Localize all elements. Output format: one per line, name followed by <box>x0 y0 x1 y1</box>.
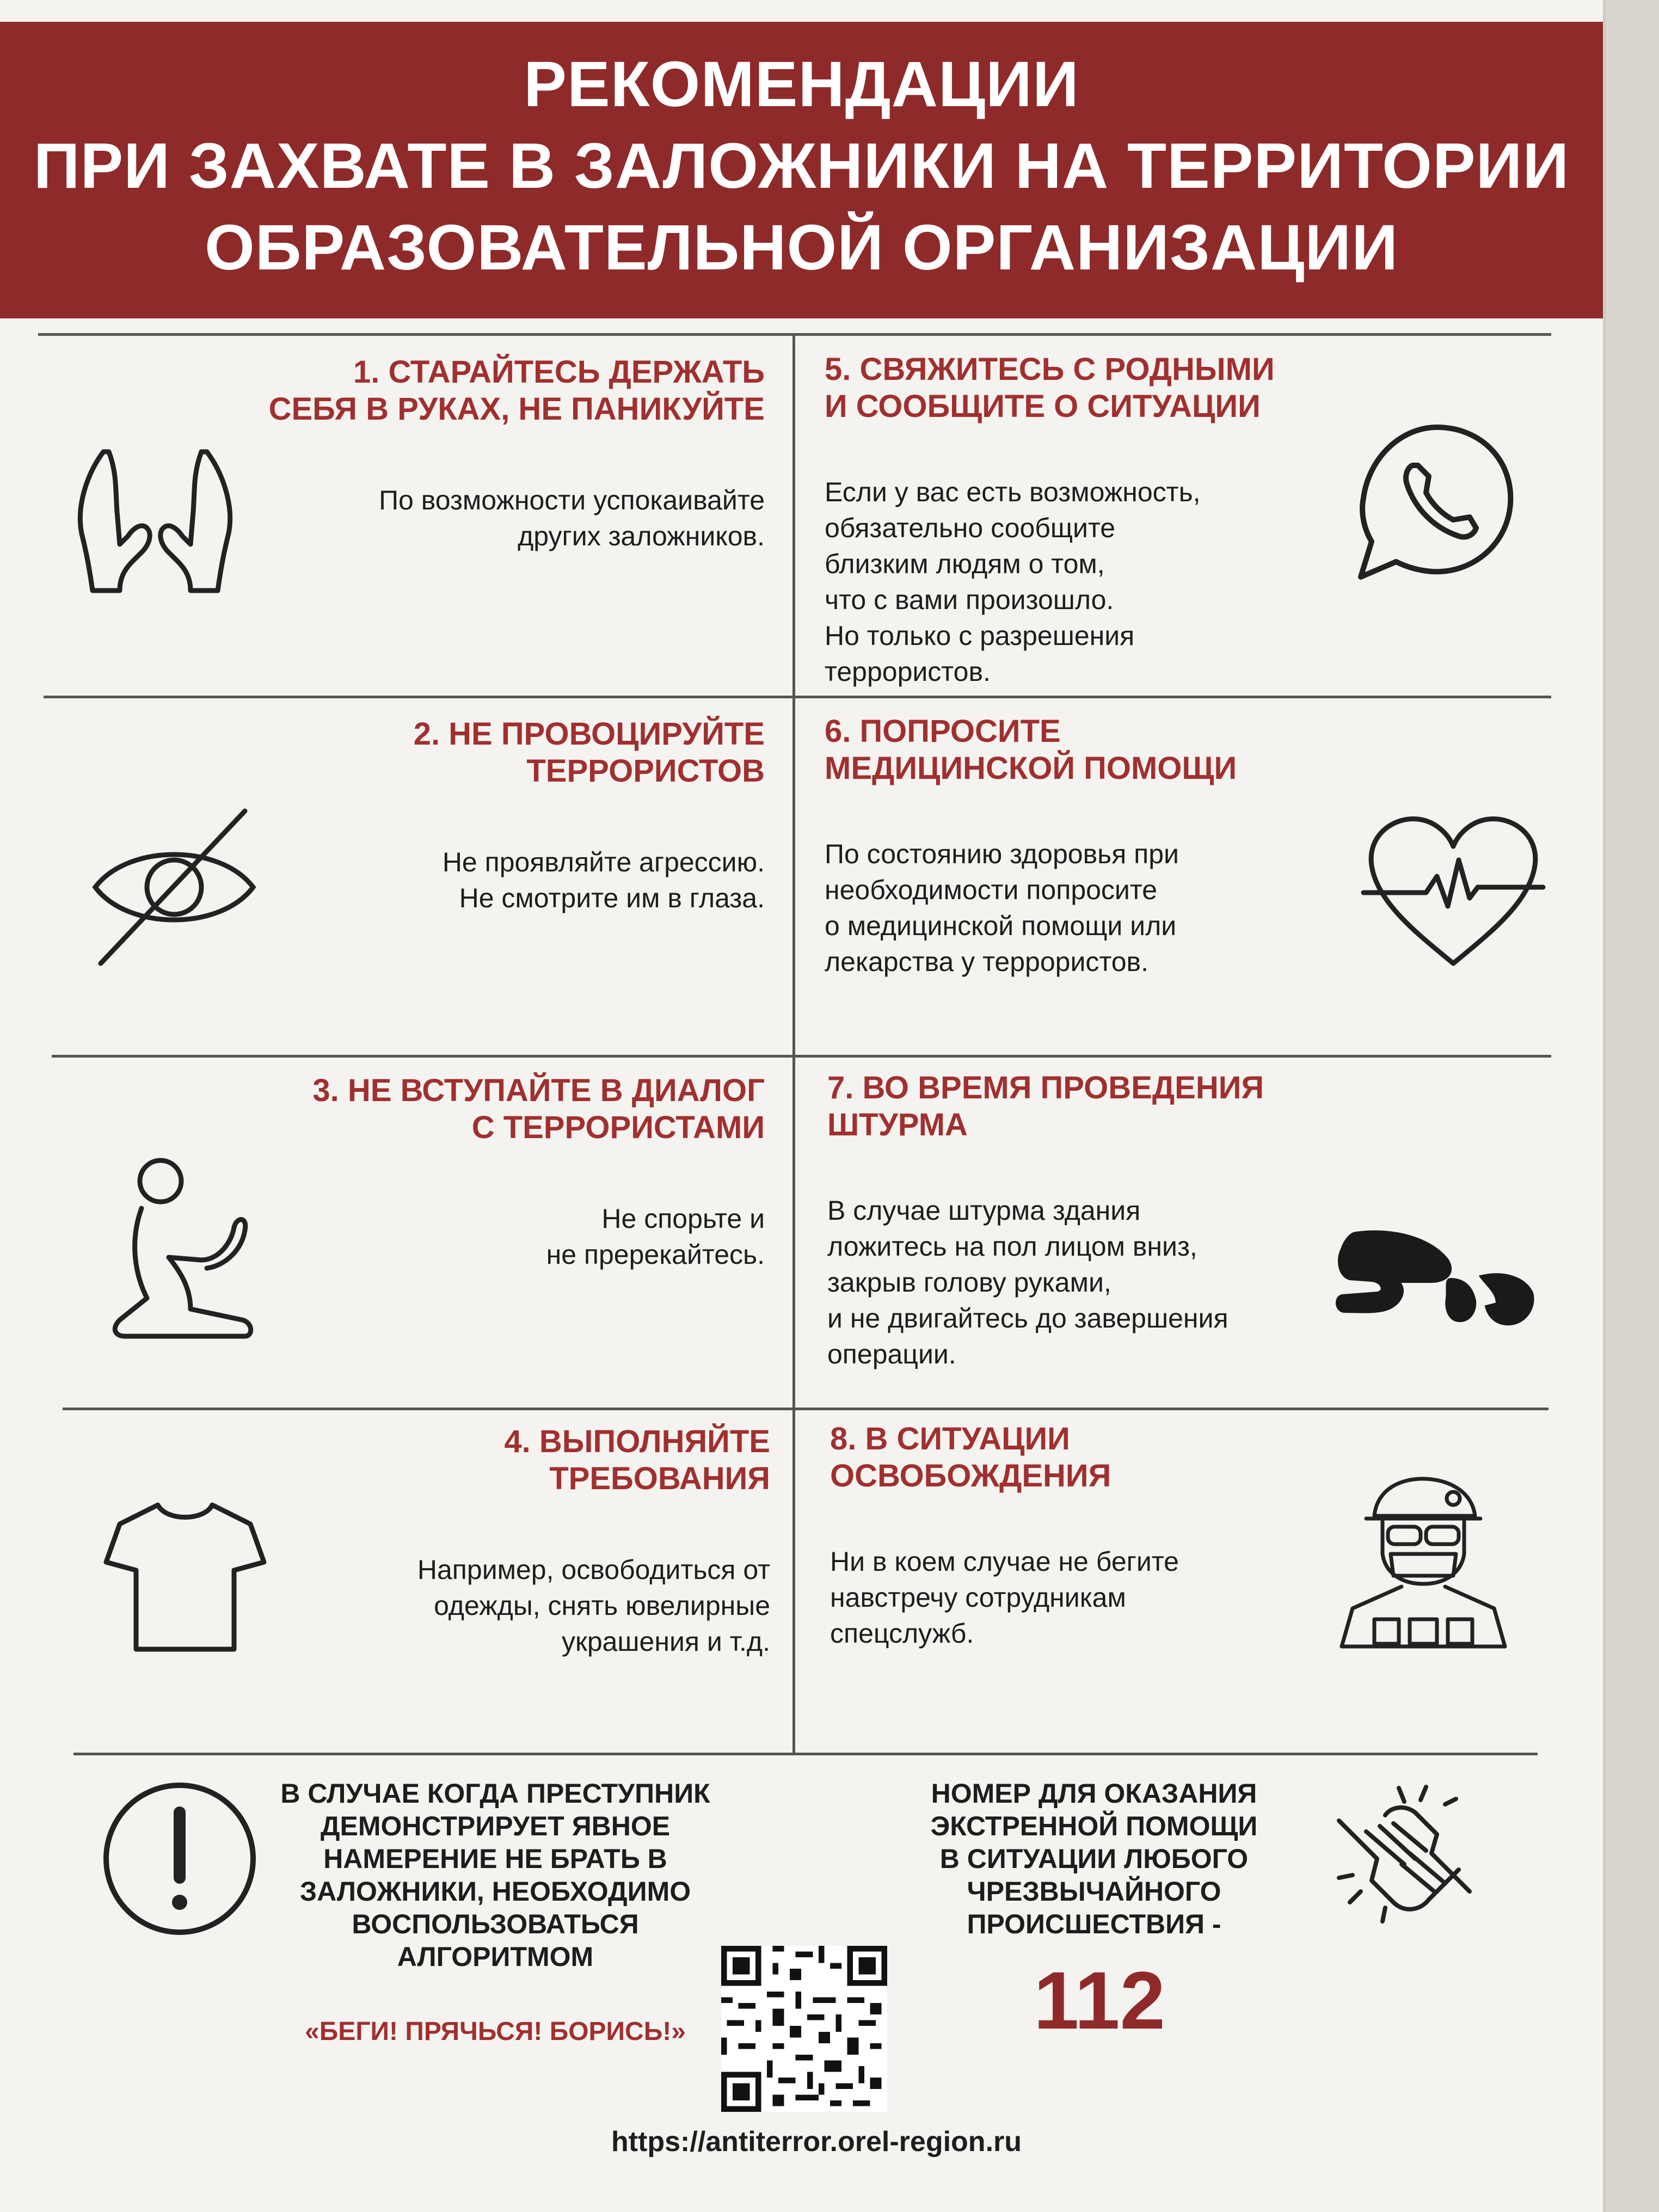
qr-code[interactable] <box>721 1946 887 2112</box>
tshirt-icon <box>101 1497 269 1655</box>
item-body: В случае штурма здания ложитесь на пол лицом вниз, закрыв голову руками, и не двигайтесь до завершения операции. <box>827 1195 1228 1369</box>
item-body: Если у вас есть возможность, обязательно сообщите близким людям о том, что с вами произошло. Но только с разрешения террористов. <box>825 477 1201 687</box>
header-line-1: РЕКОМЕНДАЦИИ <box>524 48 1079 120</box>
item-body: По возможности успокаивайте других заложников. <box>379 485 765 551</box>
hands-icon <box>65 441 245 599</box>
header-line-3: ОБРАЗОВАТЕЛЬНОЙ ОРГАНИЗАЦИИ <box>204 212 1399 284</box>
item-1 <box>234 354 765 554</box>
grid-column-divider <box>792 333 795 1754</box>
lying-person-icon <box>1334 1227 1535 1328</box>
item-title: 2. НЕ ПРОВОЦИРУЙТЕ ТЕРРОРИСТОВ <box>413 716 765 789</box>
item-body: По состоянию здоровья при необходимости попросите о медицинской помощи или лекарства у террористов. <box>825 839 1179 977</box>
item-body: Не проявляйте агрессию. Не смотрите им в глаза. <box>442 847 765 913</box>
crossed-eye-icon <box>90 806 259 969</box>
grid-divider <box>44 696 1551 698</box>
item-2 <box>234 716 765 916</box>
grid-divider <box>73 1753 1538 1755</box>
emergency-number: 112 <box>1034 1955 1165 2046</box>
grid-divider <box>63 1408 1549 1410</box>
poster-header <box>0 22 1603 318</box>
item-title: 1. СТАРАЙТЕСЬ ДЕРЖАТЬ СЕБЯ В РУКАХ, НЕ ПАНИКУЙТЕ <box>268 354 765 427</box>
website-link[interactable]: https://antiterror.orel-region.ru <box>611 2126 1022 2158</box>
item-6 <box>825 713 1342 980</box>
grid-divider <box>52 1055 1551 1058</box>
item-body: Не спорьте и не пререкайтесь. <box>546 1203 765 1270</box>
item-body: Например, освободиться от одежды, снять ювелирные украшения и т.д. <box>417 1554 770 1657</box>
phone-chat-icon <box>1355 419 1519 582</box>
item-title: 6. ПОПРОСИТЕ МЕДИЦИНСКОЙ ПОМОЩИ <box>825 714 1237 786</box>
item-title: 3. НЕ ВСТУПАЙТЕ В ДИАЛОГ С ТЕРРОРИСТАМИ <box>312 1073 765 1145</box>
warning-text: В СЛУЧАЕ КОГДА ПРЕСТУПНИК ДЕМОНСТРИРУЕТ ЯВНОЕ НАМЕРЕНИЕ НЕ БРАТЬ В ЗАЛОЖНИКИ, НЕОБХОДИМО ВОСПОЛЬЗОВАТЬСЯ АЛГОРИТМОМ <box>280 1778 710 1972</box>
motto-text: «БЕГИ! ПРЯЧЬСЯ! БОРИСЬ!» <box>305 2017 686 2046</box>
exclamation-icon <box>101 1780 259 1938</box>
soldier-icon <box>1336 1472 1510 1652</box>
kneeling-person-icon <box>109 1157 256 1342</box>
header-line-2: ПРИ ЗАХВАТЕ В ЗАЛОЖНИКИ НА ТЕРРИТОРИИ <box>33 130 1570 202</box>
item-4 <box>234 1423 770 1660</box>
item-7 <box>827 1070 1344 1372</box>
helping-hands-icon <box>1334 1783 1475 1930</box>
footer-emergency: НОМЕР ДЛЯ ОКАЗАНИЯ ЭКСТРЕННОЙ ПОМОЩИ В СИТУАЦИИ ЛЮБОГО ЧРЕЗВЫЧАЙНОГО ПРОИСШЕСТВИЯ - <box>930 1778 1258 1939</box>
item-5 <box>825 351 1342 690</box>
item-title: 5. СВЯЖИТЕСЬ С РОДНЫМИ И СООБЩИТЕ О СИТУАЦИИ <box>825 352 1275 424</box>
footer-warning <box>245 1777 746 2047</box>
item-8 <box>830 1421 1347 1651</box>
heart-pulse-icon <box>1361 811 1546 969</box>
item-body: Ни в коем случае не бегите навстречу сотрудникам спецслужб. <box>830 1546 1179 1649</box>
item-3 <box>234 1072 765 1273</box>
item-title: 4. ВЫПОЛНЯЙТЕ ТРЕБОВАНИЯ <box>504 1424 770 1496</box>
item-title: 7. ВО ВРЕМЯ ПРОВЕДЕНИЯ ШТУРМА <box>827 1070 1264 1142</box>
item-title: 8. В СИТУАЦИИ ОСВОБОЖДЕНИЯ <box>830 1421 1111 1494</box>
